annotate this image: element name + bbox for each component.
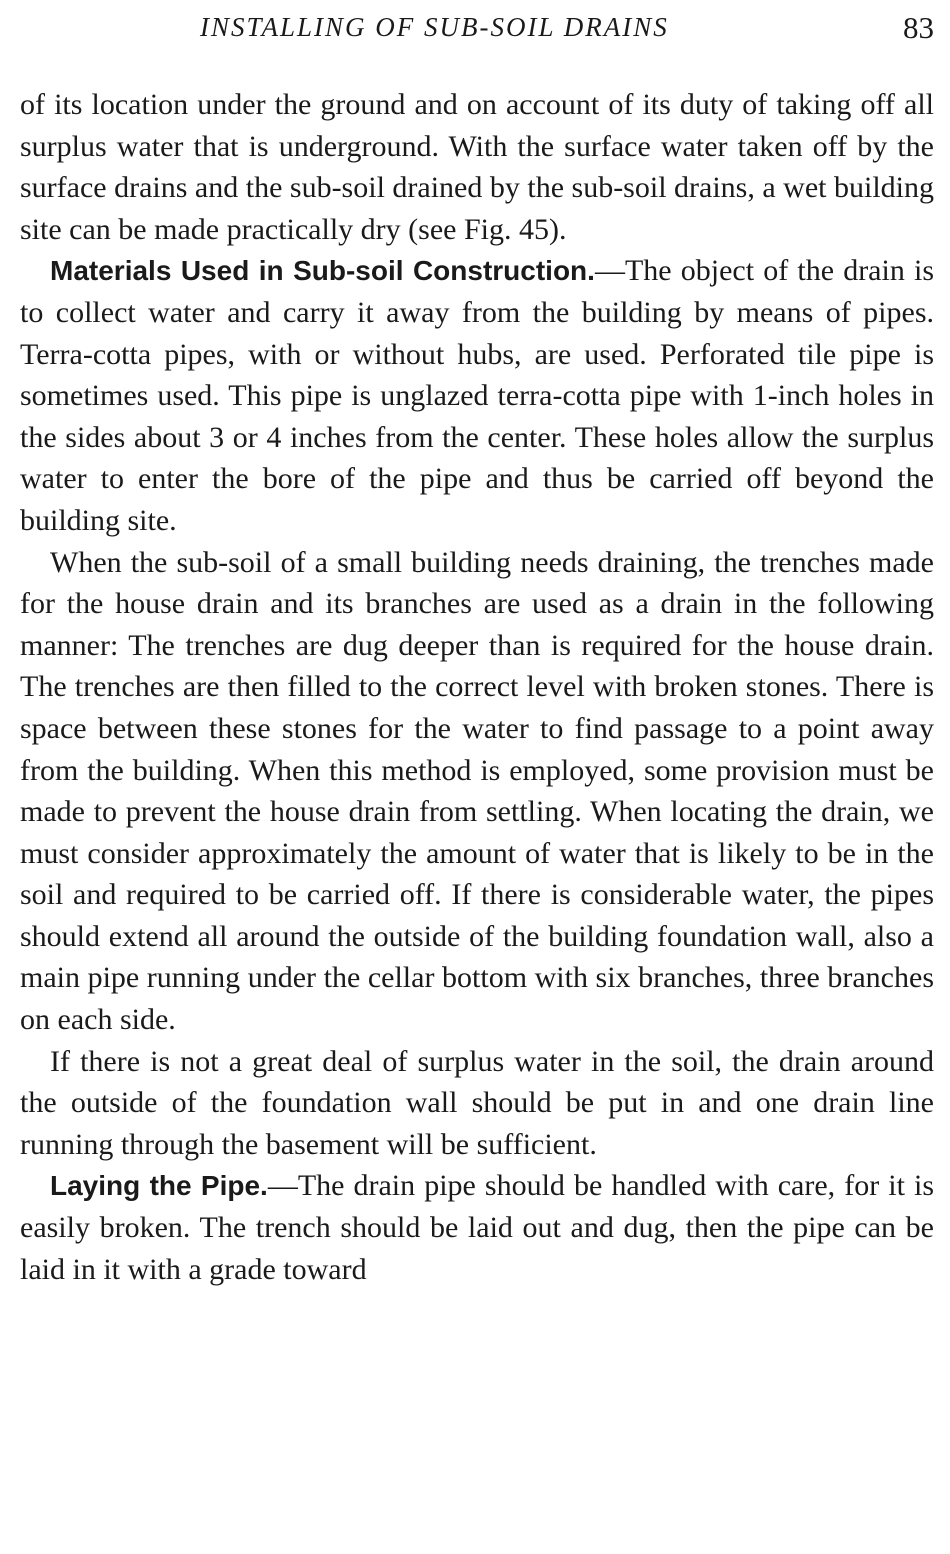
body-text bbox=[20, 84, 934, 1290]
paragraph-text: of its location under the ground and on account of its duty of taking off all surplus water that is underground. With the surface water taken off by the surface drains and the sub-soil drained by the sub-soil drains, a wet building site can be made practically dry (see Fig. 45). bbox=[20, 88, 934, 246]
paragraph-text: —The drain pipe should be handled with care, for it is easily broken. The trench should be laid out and dug, then the pipe can be laid in it with a grade toward bbox=[20, 1169, 935, 1286]
paragraph-text: If there is not a great deal of surplus water in the soil, the drain around the outside of the foundation wall should be put in and one drain line running through the basement will be sufficient. bbox=[20, 1044, 934, 1161]
section-heading-laying-pipe: Laying the Pipe. bbox=[50, 1170, 268, 1202]
paragraph-text: When the sub-soil of a small building needs draining, the trenches made for the house drain and its branches are used as a drain in the following manner: The trenches are dug deeper than is required for the house drain. The trenches are then filled to the correct level with broken stones. There is space between these stones for the water to find passage to a point away from the building. When this method is employed, some provision must be made to prevent the house drain from settling. When locating the drain, we must consider approximately the amount of water that is likely to be in the soil and required to be carried off. If there is considerable water, the pipes should extend all around the outside of the building foundation wall, also a main pipe running under the cellar bottom with six branches, three branches on each side. bbox=[20, 545, 934, 1037]
page-header bbox=[20, 10, 934, 50]
paragraph-materials bbox=[20, 250, 934, 541]
paragraph-laying-pipe bbox=[20, 1165, 934, 1290]
page-number: 83 bbox=[903, 10, 934, 45]
paragraph-surplus-water bbox=[20, 1041, 934, 1166]
paragraph-text: —The object of the drain is to collect water and carry it away from the building by means of pipes. Terra-cotta pipes, with or without hubs, are used. Perforated tile pipe is sometimes used. This pipe is unglazed terra-cotta pipe with 1-inch holes in the sides about 3 or 4 inches from the center. These holes allow the surplus water to enter the bore of the pipe and thus be carried off beyond the building site. bbox=[20, 254, 935, 537]
running-head: INSTALLING OF SUB-SOIL DRAINS bbox=[200, 12, 669, 42]
paragraph-small-building bbox=[20, 542, 934, 1041]
section-heading-materials: Materials Used in Sub-soil Construction. bbox=[50, 255, 595, 287]
paragraph-continuation bbox=[20, 84, 934, 250]
